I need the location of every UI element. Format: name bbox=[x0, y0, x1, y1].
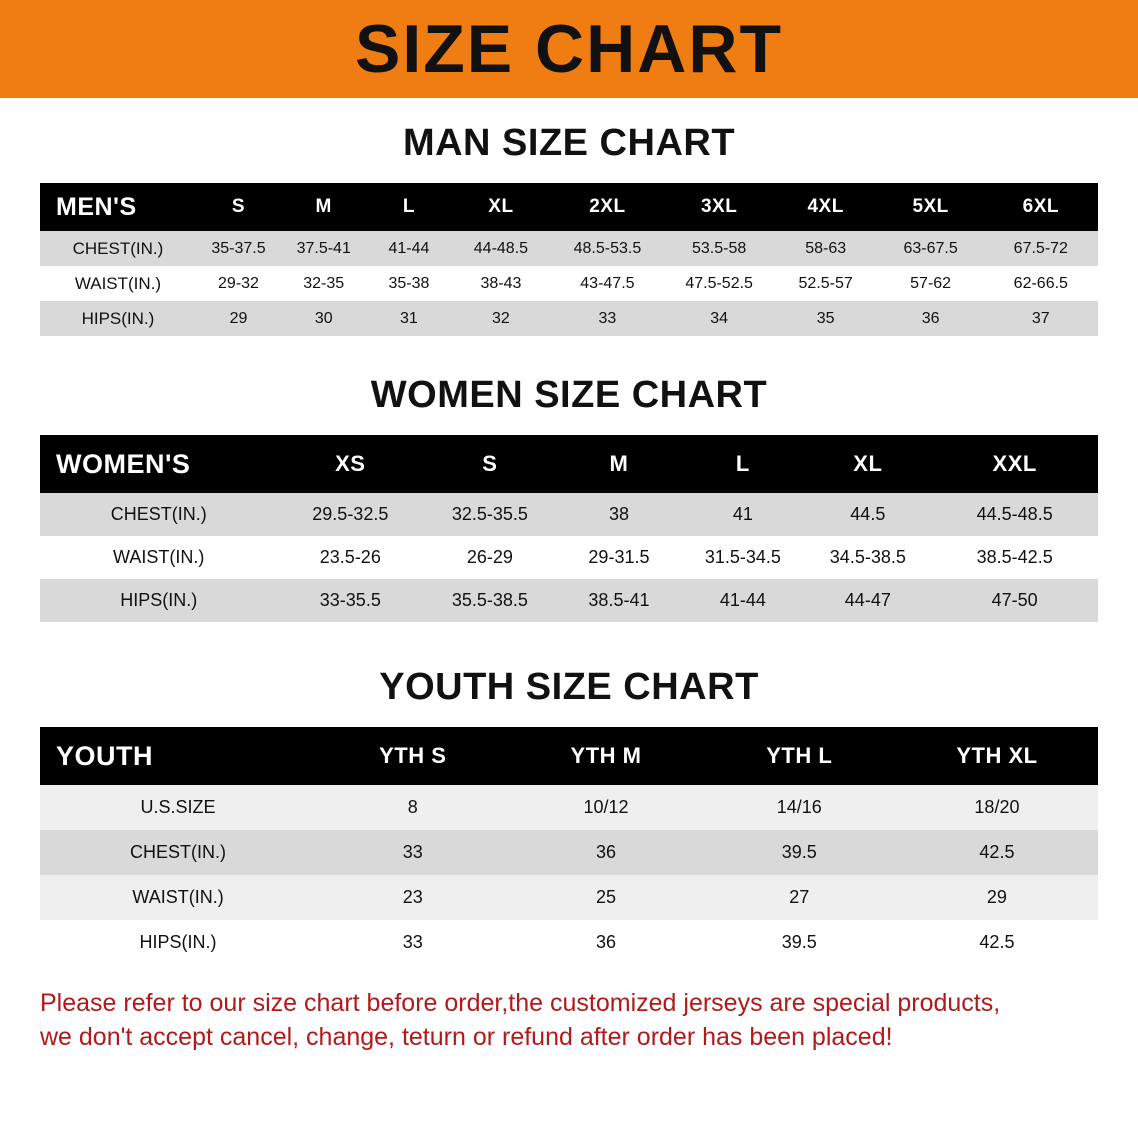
youth-cell: 36 bbox=[595, 842, 616, 862]
youth-cell: 27 bbox=[789, 887, 810, 907]
women-header-cell: XXL bbox=[931, 435, 1098, 493]
youth-cell: 25 bbox=[595, 887, 616, 907]
policy-note-line-2: we don't accept cancel, change, teturn or refund after order has been placed! bbox=[40, 1022, 893, 1051]
man-cell: 43-47.5 bbox=[580, 274, 635, 292]
man-cell: 34 bbox=[710, 309, 729, 327]
man-cell: 37.5-41 bbox=[296, 239, 351, 257]
man-cell: 32-35 bbox=[303, 274, 345, 292]
man-cell: 36 bbox=[921, 309, 940, 327]
youth-header-cell: YOUTH bbox=[40, 727, 316, 785]
man-cell: 63-67.5 bbox=[903, 239, 958, 257]
women-row-label: HIPS(IN.) bbox=[120, 590, 198, 610]
youth-row-label: CHEST(IN.) bbox=[130, 842, 227, 862]
women-header-cell: WOMEN'S bbox=[40, 435, 277, 493]
man-row-label: CHEST(IN.) bbox=[72, 238, 164, 258]
man-header-cell: L bbox=[366, 183, 451, 231]
man-cell: 41-44 bbox=[388, 239, 430, 257]
women-cell: 38.5-42.5 bbox=[976, 547, 1053, 567]
youth-header-cell: YTH XL bbox=[896, 727, 1098, 785]
table-row bbox=[40, 920, 1098, 965]
youth-cell: 8 bbox=[407, 797, 418, 817]
women-cell: 32.5-35.5 bbox=[451, 504, 528, 524]
man-cell: 32 bbox=[492, 309, 510, 327]
youth-cell: 33 bbox=[402, 932, 423, 952]
table-row bbox=[40, 536, 1098, 579]
man-cell: 37 bbox=[1031, 309, 1050, 327]
youth-cell: 39.5 bbox=[781, 932, 817, 952]
youth-cell: 36 bbox=[595, 932, 616, 952]
table-row bbox=[40, 266, 1098, 301]
women-cell: 26-29 bbox=[466, 547, 513, 567]
women-header-row bbox=[40, 435, 1098, 493]
women-row-label: CHEST(IN.) bbox=[110, 504, 207, 524]
youth-header-cell: YTH S bbox=[316, 727, 509, 785]
man-row-label: WAIST(IN.) bbox=[74, 273, 162, 293]
women-cell: 41 bbox=[732, 504, 753, 524]
man-header-cell: 6XL bbox=[984, 183, 1098, 231]
women-cell: 41-44 bbox=[719, 590, 766, 610]
youth-cell: 14/16 bbox=[776, 797, 822, 817]
man-row-label: HIPS(IN.) bbox=[81, 308, 155, 328]
man-header-cell: 4XL bbox=[774, 183, 878, 231]
women-cell: 35.5-38.5 bbox=[451, 590, 528, 610]
women-cell: 29-31.5 bbox=[588, 547, 650, 567]
man-cell: 30 bbox=[314, 309, 333, 327]
women-size-table bbox=[40, 435, 1098, 622]
women-header-cell: S bbox=[423, 435, 556, 493]
table-row bbox=[40, 579, 1098, 622]
man-cell: 47.5-52.5 bbox=[685, 274, 753, 292]
man-header-cell: 2XL bbox=[550, 183, 664, 231]
man-section-heading: MAN SIZE CHART bbox=[402, 122, 736, 164]
man-header-cell: 5XL bbox=[878, 183, 984, 231]
youth-size-table bbox=[40, 727, 1098, 965]
page-banner bbox=[0, 0, 1138, 98]
man-cell: 31 bbox=[400, 309, 418, 327]
man-cell: 62-66.5 bbox=[1013, 274, 1068, 292]
table-row bbox=[40, 493, 1098, 536]
youth-row-label: WAIST(IN.) bbox=[132, 887, 224, 907]
man-cell: 29-32 bbox=[218, 274, 259, 292]
youth-cell: 18/20 bbox=[974, 797, 1020, 817]
youth-header-cell: YTH L bbox=[703, 727, 896, 785]
table-row bbox=[40, 231, 1098, 266]
youth-section-heading: YOUTH SIZE CHART bbox=[379, 666, 759, 708]
man-table-wrap bbox=[0, 183, 1138, 336]
women-table-wrap bbox=[0, 435, 1138, 622]
table-row bbox=[40, 301, 1098, 336]
youth-cell: 10/12 bbox=[583, 797, 629, 817]
man-cell: 35-37.5 bbox=[211, 239, 266, 257]
man-cell: 48.5-53.5 bbox=[573, 239, 642, 257]
man-header-row bbox=[40, 183, 1098, 231]
women-cell: 44-47 bbox=[844, 590, 891, 610]
women-cell: 31.5-34.5 bbox=[704, 547, 781, 567]
youth-header-row bbox=[40, 727, 1098, 785]
women-cell: 44.5-48.5 bbox=[976, 504, 1053, 524]
man-cell: 35 bbox=[816, 309, 835, 327]
youth-header-cell: YTH M bbox=[509, 727, 702, 785]
man-cell: 44-48.5 bbox=[473, 239, 529, 257]
youth-cell: 29 bbox=[986, 887, 1007, 907]
youth-row-label: HIPS(IN.) bbox=[139, 932, 217, 952]
policy-note-line-1: Please refer to our size chart before order,the customized jerseys are special products, bbox=[40, 989, 1001, 1017]
women-cell: 23.5-26 bbox=[319, 547, 381, 567]
women-header-cell: L bbox=[681, 435, 804, 493]
policy-note bbox=[40, 987, 1098, 1055]
table-row bbox=[40, 875, 1098, 920]
man-cell: 38-43 bbox=[480, 274, 522, 292]
women-header-cell: XS bbox=[277, 435, 423, 493]
youth-row-label: U.S.SIZE bbox=[140, 797, 216, 817]
women-header-cell: XL bbox=[804, 435, 931, 493]
youth-cell: 39.5 bbox=[781, 842, 817, 862]
table-row bbox=[40, 830, 1098, 875]
man-cell: 58-63 bbox=[805, 239, 847, 257]
women-header-cell: M bbox=[556, 435, 681, 493]
women-cell: 44.5 bbox=[850, 504, 886, 524]
women-cell: 33-35.5 bbox=[319, 590, 381, 610]
man-header-cell: MEN'S bbox=[40, 183, 196, 231]
man-cell: 52.5-57 bbox=[798, 274, 853, 292]
youth-table-wrap bbox=[0, 727, 1138, 965]
women-cell: 38.5-41 bbox=[588, 590, 650, 610]
page-title: SIZE CHART bbox=[355, 11, 783, 87]
table-row bbox=[40, 785, 1098, 830]
man-header-cell: XL bbox=[452, 183, 551, 231]
man-header-cell: S bbox=[196, 183, 281, 231]
women-cell: 38 bbox=[608, 504, 629, 524]
man-cell: 67.5-72 bbox=[1013, 239, 1068, 257]
women-row-label: WAIST(IN.) bbox=[113, 547, 205, 567]
youth-cell: 33 bbox=[402, 842, 423, 862]
youth-cell: 23 bbox=[402, 887, 423, 907]
man-cell: 33 bbox=[598, 309, 617, 327]
man-header-cell: M bbox=[281, 183, 366, 231]
man-cell: 57-62 bbox=[910, 274, 952, 292]
man-cell: 53.5-58 bbox=[692, 239, 747, 257]
man-cell: 29 bbox=[229, 309, 248, 327]
women-section-heading: WOMEN SIZE CHART bbox=[370, 374, 768, 416]
youth-cell: 42.5 bbox=[979, 932, 1015, 952]
women-cell: 29.5-32.5 bbox=[312, 504, 389, 524]
women-cell: 34.5-38.5 bbox=[829, 547, 906, 567]
women-cell: 47-50 bbox=[991, 590, 1038, 610]
man-header-cell: 3XL bbox=[665, 183, 774, 231]
man-cell: 35-38 bbox=[388, 274, 430, 292]
youth-cell: 42.5 bbox=[979, 842, 1015, 862]
man-size-table bbox=[40, 183, 1098, 336]
